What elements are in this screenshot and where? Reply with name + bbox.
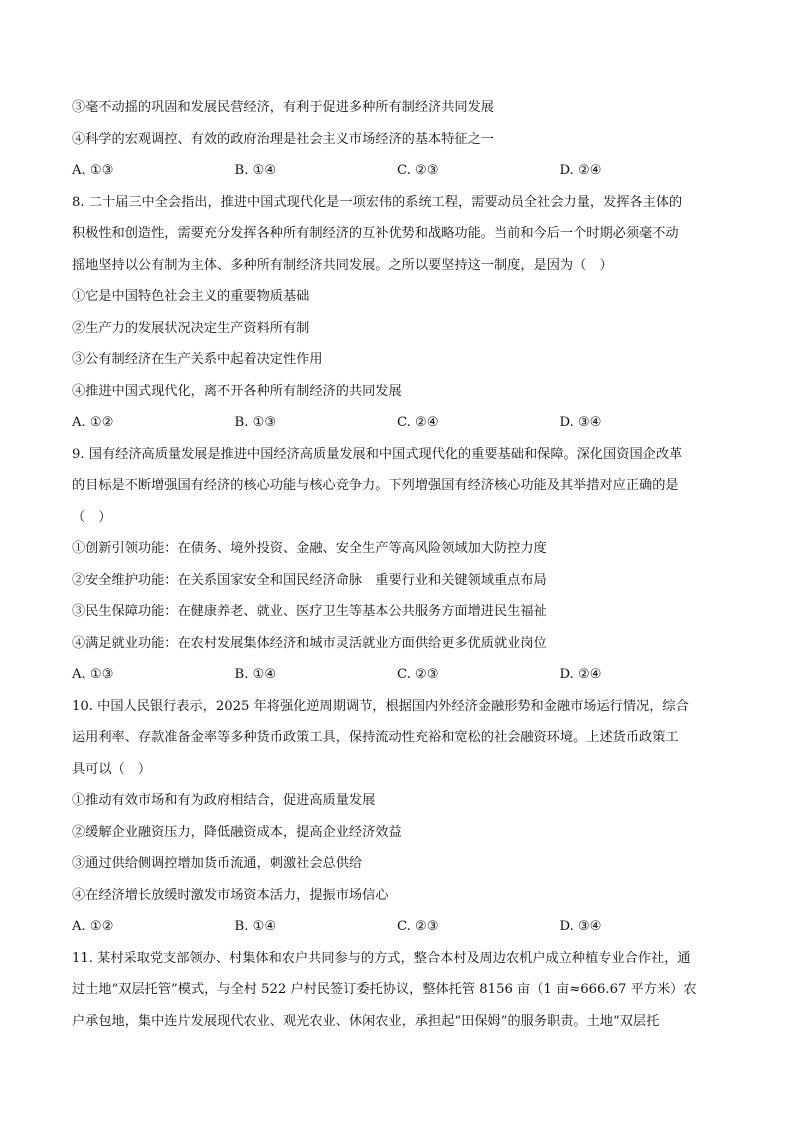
question-11	[72, 943, 722, 1038]
answer-options	[72, 155, 722, 187]
option-c: C. ②③	[397, 667, 439, 682]
option-d: D. ③④	[559, 415, 602, 430]
question-stem-line: 摇地坚持以公有制为主体、多种所有制经济共同发展。之所以要坚持这一制度，是因为（ ）	[72, 257, 613, 273]
option-b: B. ①④	[234, 919, 277, 934]
option-b: B. ①④	[234, 163, 277, 178]
statement-item: ③公有制经济在生产关系中起着决定性作用	[72, 352, 323, 367]
option-b: B. ①④	[234, 667, 277, 682]
statement-item: ④在经济增长放缓时激发市场资本活力，提振市场信心	[72, 887, 389, 903]
exam-page	[72, 92, 722, 1037]
option-a: A. ①③	[72, 667, 114, 682]
statement-item: ①创新引领功能：在债务、境外投资、金融、安全生产等高风险领域加大防控力度	[72, 541, 547, 556]
option-d: D. ③④	[559, 919, 602, 934]
statement-item: ②缓解企业融资压力，降低融资成本，提高企业经济效益	[72, 824, 402, 840]
statement-item: ③民生保障功能：在健康养老、就业、医疗卫生等基本公共服务方面增进民生福祉	[72, 604, 547, 619]
question-stem-line: 具可以（ ）	[72, 761, 152, 777]
statement-item: ③通过供给侧调控增加货币流通，刺激社会总供给	[72, 856, 363, 871]
question-stem-line: 10. 中国人民银行表示，2025 年将强化逆周期调节，根据国内外经济金融形势和金融市场运行情况，综合	[72, 698, 689, 714]
statement-item: ②生产力的发展状况决定生产资料所有制	[72, 320, 310, 336]
question-stem-line: 8. 二十届三中全会指出，推进中国式现代化是一项宏伟的系统工程，需要动员全社会力量，发挥各主体的	[72, 194, 683, 210]
statement-item: ④满足就业功能：在农村发展集体经济和城市灵活就业方面供给更多优质就业岗位	[72, 635, 547, 651]
option-c: C. ②④	[397, 415, 439, 430]
question-stem-line: 积极性和创造性，需要充分发挥各种所有制经济的互补优势和战略功能。当前和今后一个时期必须毫不动	[72, 226, 679, 241]
question-10	[72, 691, 722, 943]
question-7-tail	[72, 92, 722, 187]
statement-item: ③毫不动摇的巩固和发展民营经济，有利于促进多种所有制经济共同发展	[72, 100, 494, 115]
option-d: D. ②④	[559, 163, 602, 178]
option-c: C. ②③	[397, 919, 439, 934]
statement-item: ④推进中国式现代化，离不开各种所有制经济的共同发展	[72, 383, 402, 399]
answer-options	[72, 407, 722, 439]
statement-item: ①推动有效市场和有为政府相结合，促进高质量发展	[72, 793, 376, 808]
question-stem-line: （ ）	[72, 509, 112, 525]
option-d: D. ②④	[559, 667, 602, 682]
answer-options	[72, 659, 722, 691]
question-stem-line: 运用利率、存款准备金率等多种货币政策工具，保持流动性充裕和宽松的社会融资环境。上述货币政策工	[72, 730, 679, 745]
option-a: A. ①②	[72, 415, 114, 430]
question-stem-line: 户承包地，集中连片发展现代农业、观光农业、休闲农业，承担起“田保姆”的服务职责。土地“双层托	[72, 1013, 660, 1029]
option-c: C. ②③	[397, 163, 439, 178]
question-stem-line: 过土地“双层托管”模式，与全村 522 户村民签订委托协议，整体托管 8156 亩（1 亩≈666.67 平方米）农	[72, 982, 697, 997]
question-9	[72, 439, 722, 691]
question-8	[72, 187, 722, 439]
question-stem-line: 11. 某村采取党支部领办、村集体和农户共同参与的方式，整合本村及周边农机户成立种植专业合作社，通	[72, 950, 691, 966]
statement-item: ②安全维护功能：在关系国家安全和国民经济命脉 重要行业和关键领域重点布局	[72, 572, 547, 588]
question-stem-line: 的目标是不断增强国有经济的核心功能与核心竞争力。下列增强国有经济核心功能及其举措对应正确的是	[72, 478, 679, 493]
answer-options	[72, 911, 722, 943]
option-b: B. ①③	[234, 415, 277, 430]
statement-item: ④科学的宏观调控、有效的政府治理是社会主义市场经济的基本特征之一	[72, 131, 494, 147]
option-a: A. ①②	[72, 919, 114, 934]
statement-item: ①它是中国特色社会主义的重要物质基础	[72, 289, 310, 304]
question-stem-line: 9. 国有经济高质量发展是推进中国经济高质量发展和中国式现代化的重要基础和保障。深化国资国企改革	[72, 446, 683, 462]
option-a: A. ①③	[72, 163, 114, 178]
